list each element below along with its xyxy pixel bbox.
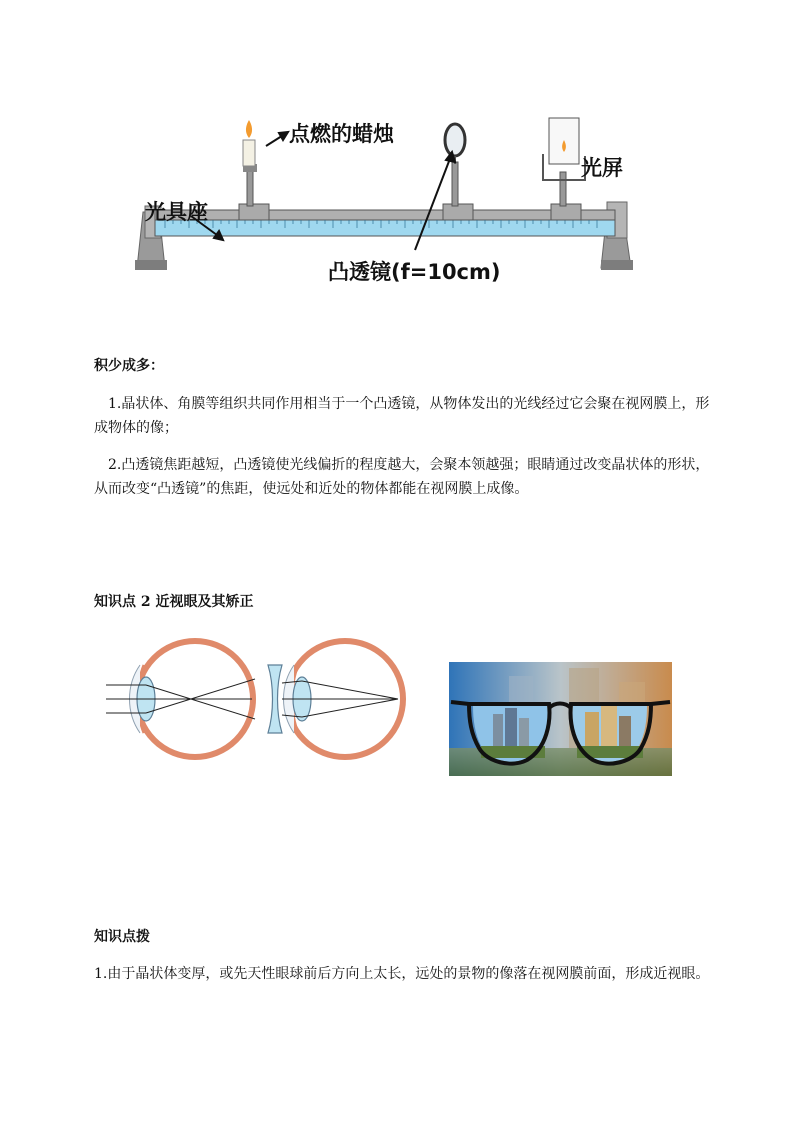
optical-bench-figure bbox=[125, 110, 645, 290]
bench-label: 光具座 bbox=[145, 200, 208, 224]
section-title-tips: 知识点拨 bbox=[94, 929, 150, 945]
section-title-accumulate: 积少成多： bbox=[94, 358, 164, 374]
glasses-photo bbox=[449, 662, 672, 776]
candle-holder bbox=[239, 120, 269, 220]
flame-icon bbox=[246, 120, 252, 138]
screen-holder bbox=[543, 118, 585, 220]
lens-label: 凸透镜(f=10cm) bbox=[328, 260, 501, 284]
candle-label: 点燃的蜡烛 bbox=[289, 122, 394, 146]
paragraph-item-2: 2.凸透镜焦距越短，凸透镜使光线偏折的程度越大，会聚本领越强；眼睛通过改变晶状体的形状，从而改变“凸透镜”的焦距，使远处和近处的物体都能在视网膜上成像。 bbox=[94, 457, 710, 497]
myopia-eye-diagram bbox=[100, 635, 410, 763]
concave-lens-icon bbox=[268, 665, 282, 733]
convex-lens-icon bbox=[445, 124, 465, 156]
glasses-illustration bbox=[449, 662, 672, 776]
screen-label: 光屏 bbox=[581, 156, 623, 180]
uncorrected-eye-icon bbox=[106, 641, 255, 757]
lens-holder bbox=[443, 124, 473, 220]
paragraph-item-1: 1.晶状体、角膜等组织共同作用相当于一个凸透镜，从物体发出的光线经过它会聚在视网膜上，形成物体的像； bbox=[94, 396, 710, 436]
paragraph-tip-1: 1.由于晶状体变厚，或先天性眼球前后方向上太长，远处的景物的像落在视网膜前面，形成近视眼。 bbox=[94, 966, 710, 982]
eye-ray-diagram bbox=[100, 635, 410, 763]
corrected-eye-icon bbox=[282, 641, 403, 757]
section-title-myopia: 知识点 2 近视眼及其矫正 bbox=[94, 594, 254, 610]
